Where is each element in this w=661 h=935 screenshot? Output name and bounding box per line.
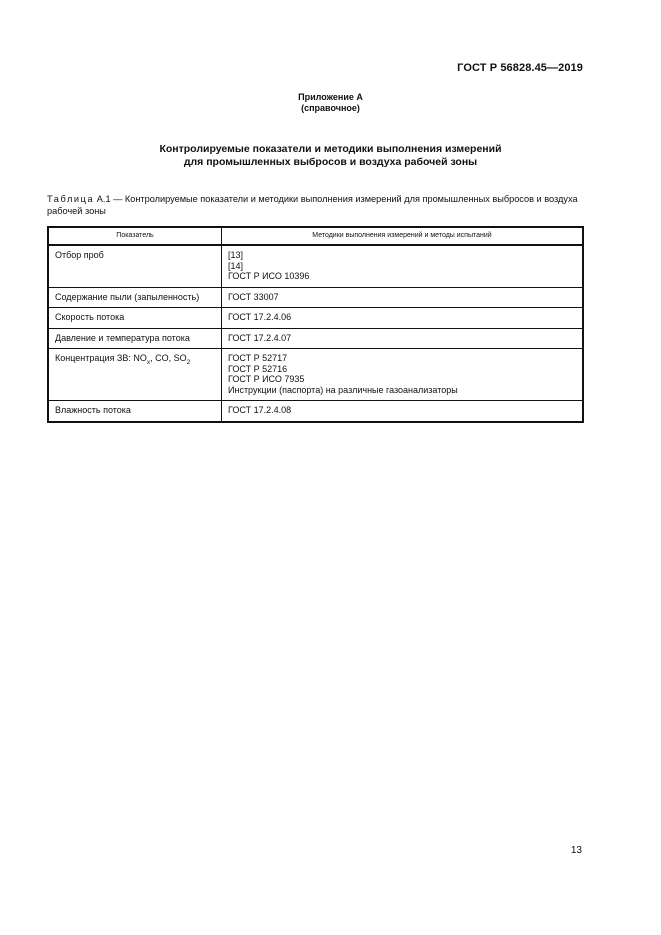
methods-cell bbox=[222, 308, 584, 329]
method-line: ГОСТ 17.2.4.06 bbox=[228, 312, 292, 322]
table-caption bbox=[47, 194, 587, 217]
table-row bbox=[48, 308, 583, 329]
section-title-line-1: Контролируемые показатели и методики выполнения измерений bbox=[159, 143, 502, 155]
subscript: 2 bbox=[186, 358, 191, 366]
method-line: ГОСТ Р ИСО 10396 bbox=[228, 271, 310, 281]
methods-cell bbox=[222, 401, 584, 422]
section-title-line-2: для промышленных выбросов и воздуха рабочей зоны bbox=[183, 156, 478, 168]
indicators-table bbox=[47, 226, 584, 423]
method-line: ГОСТ Р 52716 bbox=[228, 363, 288, 374]
method-line: ГОСТ Р ИСО 7935 bbox=[228, 374, 305, 384]
method-line: [14] bbox=[228, 260, 244, 271]
indicator-text: , CO, SO bbox=[150, 353, 187, 363]
methods-cell bbox=[222, 349, 584, 401]
table-caption-prefix: Таблица bbox=[47, 194, 95, 204]
table-row bbox=[48, 328, 583, 349]
column-header-methods: Методики выполнения измерений и методы испытаний bbox=[222, 227, 584, 245]
table-row bbox=[48, 349, 583, 401]
indicator-cell: Давление и температура потока bbox=[48, 328, 222, 349]
table-header-row bbox=[48, 227, 583, 245]
methods-cell bbox=[222, 328, 584, 349]
subscript: x bbox=[146, 358, 151, 366]
appendix-title: Приложение А bbox=[298, 92, 363, 102]
method-line: ГОСТ 33007 bbox=[228, 291, 279, 302]
indicator-cell: Скорость потока bbox=[48, 308, 222, 329]
method-line: Инструкции (паспорта) на различные газоанализаторы bbox=[228, 384, 458, 395]
indicator-cell bbox=[48, 349, 222, 401]
section-title bbox=[0, 143, 661, 169]
indicator-text: Концентрация ЗВ: NO bbox=[55, 353, 147, 363]
table-row bbox=[48, 401, 583, 422]
methods-cell bbox=[222, 287, 584, 308]
indicator-cell: Отбор проб bbox=[48, 245, 222, 287]
methods-cell bbox=[222, 245, 584, 287]
indicator-cell: Влажность потока bbox=[48, 401, 222, 422]
table-caption-text: А.1 — Контролируемые показатели и методики выполнения измерений для промышленных выбросов и воздуха рабочей зоны bbox=[47, 194, 578, 216]
table-row bbox=[48, 287, 583, 308]
table-row bbox=[48, 245, 583, 287]
appendix-subtitle: (справочное) bbox=[301, 103, 360, 113]
document-code: ГОСТ Р 56828.45—2019 bbox=[457, 62, 583, 74]
method-line: ГОСТ 17.2.4.07 bbox=[228, 332, 292, 343]
column-header-indicator: Показатель bbox=[48, 227, 222, 245]
method-line: [13] bbox=[228, 250, 244, 260]
appendix-heading bbox=[0, 92, 661, 114]
page-number: 13 bbox=[570, 845, 582, 856]
method-line: ГОСТ Р 52717 bbox=[228, 353, 288, 363]
indicator-cell: Содержание пыли (запыленность) bbox=[48, 287, 222, 308]
method-line: ГОСТ 17.2.4.08 bbox=[228, 405, 292, 415]
